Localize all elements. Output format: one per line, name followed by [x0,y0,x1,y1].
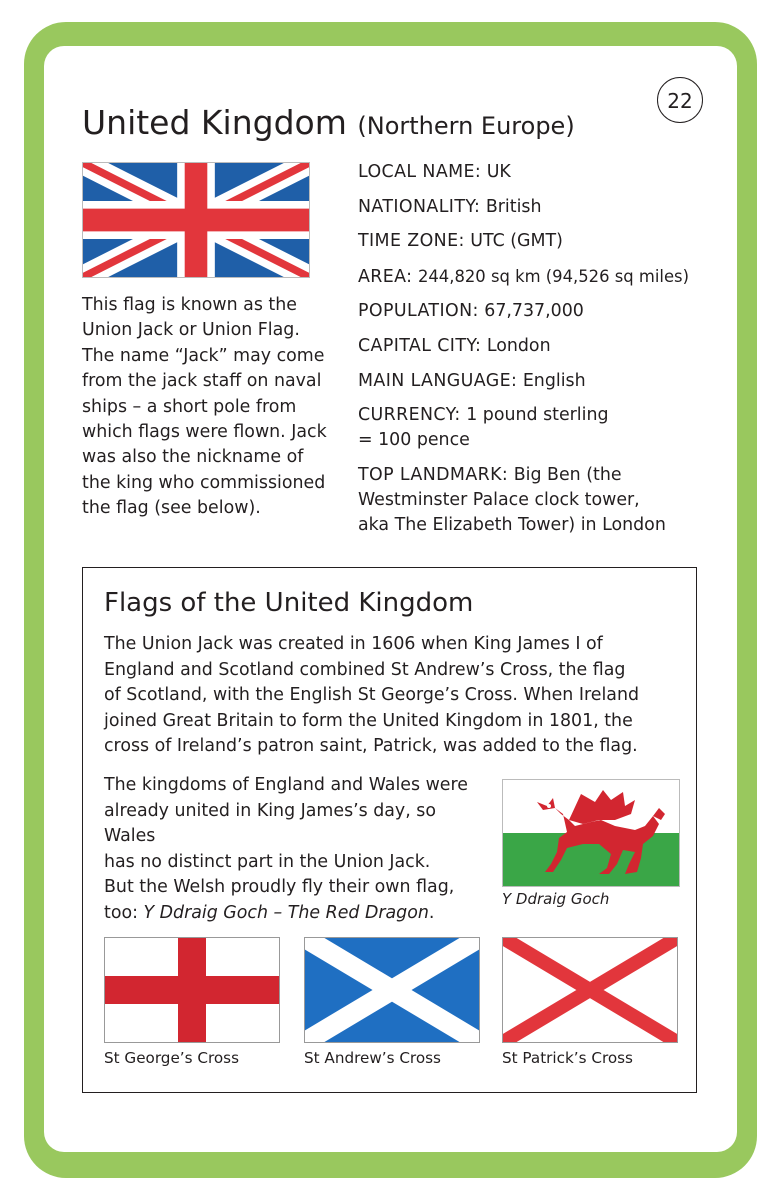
flag-description: This flag is known as the Union Jack or Union Flag. The name “Jack” may come from the jack staff on naval ships – a short pole from which flags were flown. Jack was also the nickname of the king who commissioned the flag (see below). [82,295,327,519]
st-andrews-cross-caption: St Andrew’s Cross [304,1049,441,1067]
flags-section-title: Flags of the United Kingdom [104,588,474,618]
country-region: (Northern Europe) [357,112,575,140]
wales-paragraph: The kingdoms of England and Wales were already united in King James’s day, so Wales has no distinct part in the Union Jack. But the Welsh proudly fly their own flag, too: Y Ddraig Goch – The Red Dragon. [104,775,468,923]
st-georges-cross-caption: St George’s Cross [104,1049,239,1067]
st-patricks-cross-caption: St Patrick’s Cross [502,1049,633,1067]
fact-capital-city: CAPITAL CITY: London [358,335,551,356]
fact-local-name: LOCAL NAME: UK [358,162,511,182]
st-georges-cross-flag [104,937,280,1043]
country-facts [358,160,718,547]
country-name: United Kingdom [82,103,347,142]
fact-main-language: MAIN LANGUAGE: English [358,370,586,391]
fact-population: POPULATION: 67,737,000 [358,301,584,322]
st-patricks-cross-flag [502,937,678,1043]
fact-currency: CURRENCY: 1 pound sterling = 100 pence [358,405,609,451]
union-jack-flag [82,162,310,278]
wales-flag-caption: Y Ddraig Goch [502,890,610,908]
st-andrews-cross-flag [304,937,480,1043]
fact-area: AREA: 244,820 sq km (94,526 sq miles) [358,266,689,287]
wales-flag [502,779,680,887]
fact-time-zone: TIME ZONE: UTC (GMT) [358,231,563,252]
red-dragon-phrase: Y Ddraig Goch – The Red Dragon [143,902,429,923]
page-number: 22 [657,77,703,123]
fact-top-landmark: TOP LANDMARK: Big Ben (the Westminster Palace clock tower, aka The Elizabeth Tower) in London [358,464,666,535]
page-title [82,100,575,149]
union-jack-history: The Union Jack was created in 1606 when King James I of England and Scotland combined St Andrew’s Cross, the flag of Scotland, with the English St George’s Cross. When Ireland joined Great Britain to form the United Kingdom in 1801, the cross of Ireland’s patron saint, Patrick, was added to the flag. [104,634,640,757]
fact-nationality: NATIONALITY: British [358,196,542,217]
